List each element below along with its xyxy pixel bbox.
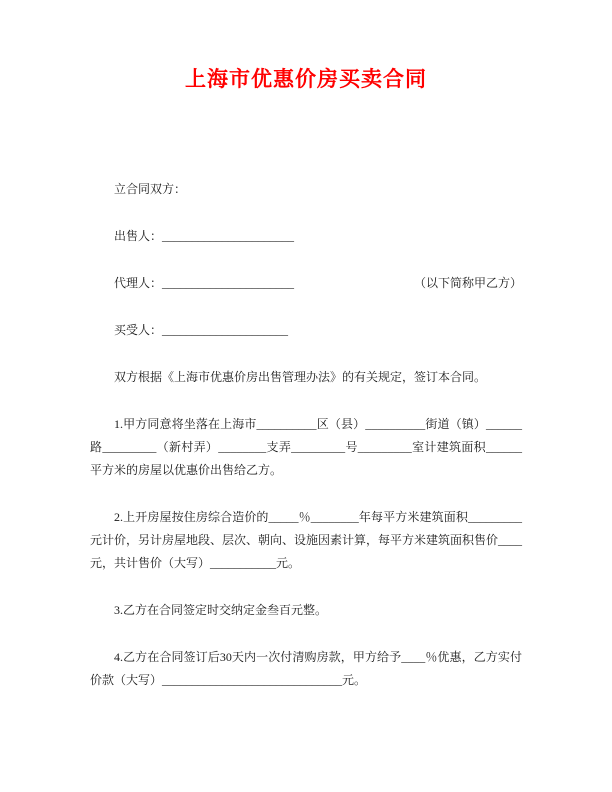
parties-intro: 立合同双方：: [114, 182, 187, 196]
agent-line: [90, 272, 522, 295]
clause-4: 4.乙方在合同签订后30天内一次付清购房款，甲方给予____％优惠，乙方实付价款（大写）______________________________元。: [90, 650, 522, 687]
agent-note: （以下简称甲乙方）: [413, 276, 522, 290]
buyer-line: 买受人：_____________________: [114, 323, 289, 337]
clause-1: 1.甲方同意将坐落在上海市__________区（县）__________街道（镇）______路_________（新村弄）________支弄_________号_________室计建筑面积______平方米的房屋以优惠价出售给乙方。: [90, 417, 522, 477]
clause-3: 3.乙方在合同签定时交纳定金叁百元整。: [114, 603, 328, 617]
seller-line: 出售人：______________________: [114, 229, 295, 243]
agent-label-with-blank: 代理人：______________________: [114, 276, 295, 290]
clause-2: 2.上开房屋按住房综合造价的_____％________年每平方米建筑面积_________元计价，另计房屋地段、层次、朝向、设施因素计算，每平方米建筑面积售价____元，共计售价（大写）___________元。: [90, 510, 523, 570]
document-title: 上海市优惠价房买卖合同: [185, 68, 427, 91]
basis-paragraph: 双方根据《上海市优惠价房出售管理办法》的有关规定，签订本合同。: [114, 370, 487, 384]
document-body: [0, 178, 612, 692]
